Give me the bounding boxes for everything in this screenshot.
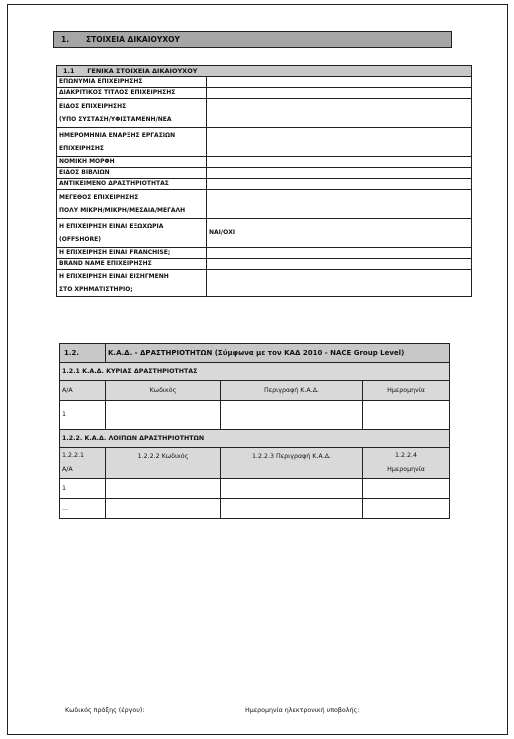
kad-title: Κ.Α.Δ. - ΔΡΑΣΤΗΡΙΟΤΗΤΩΝ (Σύμφωνα με τον ΚΑΔ 2010 - NACE Group Level) bbox=[106, 344, 450, 363]
kad-other-cell[interactable] bbox=[363, 499, 450, 519]
kad-main-cell[interactable] bbox=[106, 401, 221, 430]
kad-table bbox=[59, 343, 450, 519]
kad-other-col-header bbox=[221, 448, 363, 479]
kad-main-subheader bbox=[60, 363, 450, 381]
general-info-row bbox=[57, 270, 472, 297]
general-info-row bbox=[57, 219, 472, 248]
general-info-row bbox=[57, 77, 472, 88]
kad-main-row bbox=[60, 401, 450, 430]
field-label bbox=[57, 88, 207, 99]
kad-other-col-header-line: Α/Α bbox=[62, 466, 73, 473]
field-label bbox=[57, 157, 207, 168]
field-value[interactable] bbox=[207, 77, 472, 88]
kad-main-col-header: Ημερομηνία bbox=[363, 381, 450, 401]
kad-other-cell[interactable] bbox=[106, 499, 221, 519]
field-value[interactable] bbox=[207, 259, 472, 270]
kad-main-cell[interactable] bbox=[221, 401, 363, 430]
kad-other-row bbox=[60, 479, 450, 499]
field-label-line: Η ΕΠΙΧΕΙΡΗΣΗ ΕΙΝΑΙ FRANCHISE; bbox=[59, 249, 171, 256]
general-info-row bbox=[57, 128, 472, 157]
kad-main-title: 1.2.1 Κ.Α.Δ. ΚΥΡΙΑΣ ΔΡΑΣΤΗΡΙΟΤΗΤΑΣ bbox=[60, 363, 450, 381]
field-value[interactable] bbox=[207, 179, 472, 190]
field-value[interactable] bbox=[207, 270, 472, 297]
field-label-line: ΕΙΔΟΣ ΒΙΒΛΙΩΝ bbox=[59, 169, 110, 176]
kad-other-cell[interactable] bbox=[363, 479, 450, 499]
kad-other-subheader bbox=[60, 430, 450, 448]
kad-other-row bbox=[60, 499, 450, 519]
field-label bbox=[57, 179, 207, 190]
section-1-number: 1. bbox=[61, 35, 70, 44]
section-1-header bbox=[53, 31, 452, 48]
section-1-title: ΣΤΟΙΧΕΙΑ ΔΙΚΑΙΟΥΧΟΥ bbox=[86, 35, 180, 44]
field-value[interactable] bbox=[207, 157, 472, 168]
general-info-row bbox=[57, 248, 472, 259]
field-label-line: (OFFSHORE) bbox=[59, 236, 101, 243]
kad-main-cell[interactable] bbox=[363, 401, 450, 430]
field-value[interactable]: ΝΑΙ/ΟΧΙ bbox=[207, 219, 472, 248]
field-label-line: ΣΤΟ ΧΡΗΜΑΤΙΣΤΗΡΙΟ; bbox=[59, 286, 133, 293]
field-label bbox=[57, 128, 207, 157]
kad-other-col-header bbox=[106, 448, 221, 479]
kad-other-column-headers bbox=[60, 448, 450, 479]
kad-main-col-header: Κωδικός bbox=[106, 381, 221, 401]
field-label-line: ΗΜΕΡΟΜΗΝΙΑ ΕΝΑΡΞΗΣ ΕΡΓΑΣΙΩΝ bbox=[59, 132, 176, 139]
row-index: 1 bbox=[60, 479, 106, 499]
submission-date-label: Ημερομηνία ηλεκτρονική υποβολής: bbox=[245, 707, 360, 714]
kad-header bbox=[60, 344, 450, 363]
field-label bbox=[57, 168, 207, 179]
kad-other-cell[interactable] bbox=[221, 499, 363, 519]
kad-number: 1.2. bbox=[60, 344, 106, 363]
kad-main-col-header: Περιγραφή Κ.Α.Δ. bbox=[221, 381, 363, 401]
field-value[interactable] bbox=[207, 190, 472, 219]
kad-other-col-header-line: 1.2.2.2 Κωδικός bbox=[137, 453, 189, 460]
kad-other-col-header-line: Ημερομηνία bbox=[387, 466, 425, 473]
general-info-number: 1.1 bbox=[63, 67, 75, 75]
kad-other-cell[interactable] bbox=[221, 479, 363, 499]
field-label-line: ΑΝΤΙΚΕΙΜΕΝΟ ΔΡΑΣΤΗΡΙΟΤΗΤΑΣ bbox=[59, 180, 169, 187]
field-value[interactable] bbox=[207, 168, 472, 179]
field-label bbox=[57, 99, 207, 128]
field-value[interactable] bbox=[207, 99, 472, 128]
field-label bbox=[57, 248, 207, 259]
kad-other-cell[interactable] bbox=[106, 479, 221, 499]
kad-other-col-header-line: 1.2.2.4 bbox=[394, 452, 418, 459]
field-label-line: Η ΕΠΙΧΕΙΡΗΣΗ ΕΙΝΑΙ ΕΞΩΧΩΡΙΑ bbox=[59, 223, 164, 230]
field-label bbox=[57, 270, 207, 297]
general-info-row bbox=[57, 88, 472, 99]
field-label-line: ΔΙΑΚΡΙΤΙΚΟΣ ΤΙΤΛΟΣ ΕΠΙΧΕΙΡΗΣΗΣ bbox=[59, 89, 176, 96]
kad-other-title: 1.2.2. Κ.Α.Δ. ΛΟΙΠΩΝ ΔΡΑΣΤΗΡΙΟΤΗΤΩΝ bbox=[60, 430, 450, 448]
row-index: ... bbox=[60, 499, 106, 519]
field-label-line: ΝΟΜΙΚΗ ΜΟΡΦΗ bbox=[59, 158, 115, 165]
field-label-line: ΠΟΛΥ ΜΙΚΡΗ/ΜΙΚΡΗ/ΜΕΣΑΙΑ/ΜΕΓΑΛΗ bbox=[59, 207, 186, 214]
field-label-line: ΕΠΩΝΥΜΙΑ ΕΠΙΧΕΙΡΗΣΗΣ bbox=[59, 78, 143, 85]
field-label bbox=[57, 259, 207, 270]
field-label-line: ΜΕΓΕΘΟΣ ΕΠΙΧΕΙΡΗΣΗΣ bbox=[59, 194, 139, 201]
row-index: 1 bbox=[60, 401, 106, 430]
field-label-line: ΕΙΔΟΣ ΕΠΙΧΕΙΡΗΣΗΣ bbox=[59, 103, 127, 110]
general-info-table bbox=[56, 65, 472, 297]
kad-other-col-header-line: 1.2.2.3 Περιγραφή Κ.Α.Δ. bbox=[251, 453, 332, 460]
kad-other-col-header-line: 1.2.2.1 bbox=[62, 452, 85, 459]
general-info-header bbox=[57, 66, 472, 77]
field-value[interactable] bbox=[207, 248, 472, 259]
field-label bbox=[57, 77, 207, 88]
general-info-row bbox=[57, 168, 472, 179]
general-info-row bbox=[57, 259, 472, 270]
general-info-row bbox=[57, 179, 472, 190]
general-info-row bbox=[57, 190, 472, 219]
project-code-label: Κωδικός πράξης (έργου): bbox=[65, 707, 145, 714]
field-value[interactable] bbox=[207, 128, 472, 157]
field-label bbox=[57, 190, 207, 219]
kad-other-col-header bbox=[363, 448, 450, 479]
general-info-title: ΓΕΝΙΚΑ ΣΤΟΙΧΕΙΑ ΔΙΚΑΙΟΥΧΟΥ bbox=[87, 67, 198, 75]
general-info-row bbox=[57, 157, 472, 168]
field-label-line: (ΥΠΟ ΣΥΣΤΑΣΗ/ΥΦΙΣΤΑΜΕΝΗ/ΝΕΑ bbox=[59, 116, 172, 123]
field-label-line: Η ΕΠΙΧΕΙΡΗΣΗ ΕΙΝΑΙ ΕΙΣΗΓΜΕΝΗ bbox=[59, 273, 169, 280]
field-value[interactable] bbox=[207, 88, 472, 99]
kad-main-col-header: Α/Α bbox=[60, 381, 106, 401]
kad-other-col-header bbox=[60, 448, 106, 479]
general-info-row bbox=[57, 99, 472, 128]
field-label-line: ΕΠΙΧΕΙΡΗΣΗΣ bbox=[59, 145, 104, 152]
field-label-line: BRAND NAME ΕΠΙΧΕΙΡΗΣΗΣ bbox=[59, 260, 152, 267]
field-label bbox=[57, 219, 207, 248]
kad-main-column-headers bbox=[60, 381, 450, 401]
